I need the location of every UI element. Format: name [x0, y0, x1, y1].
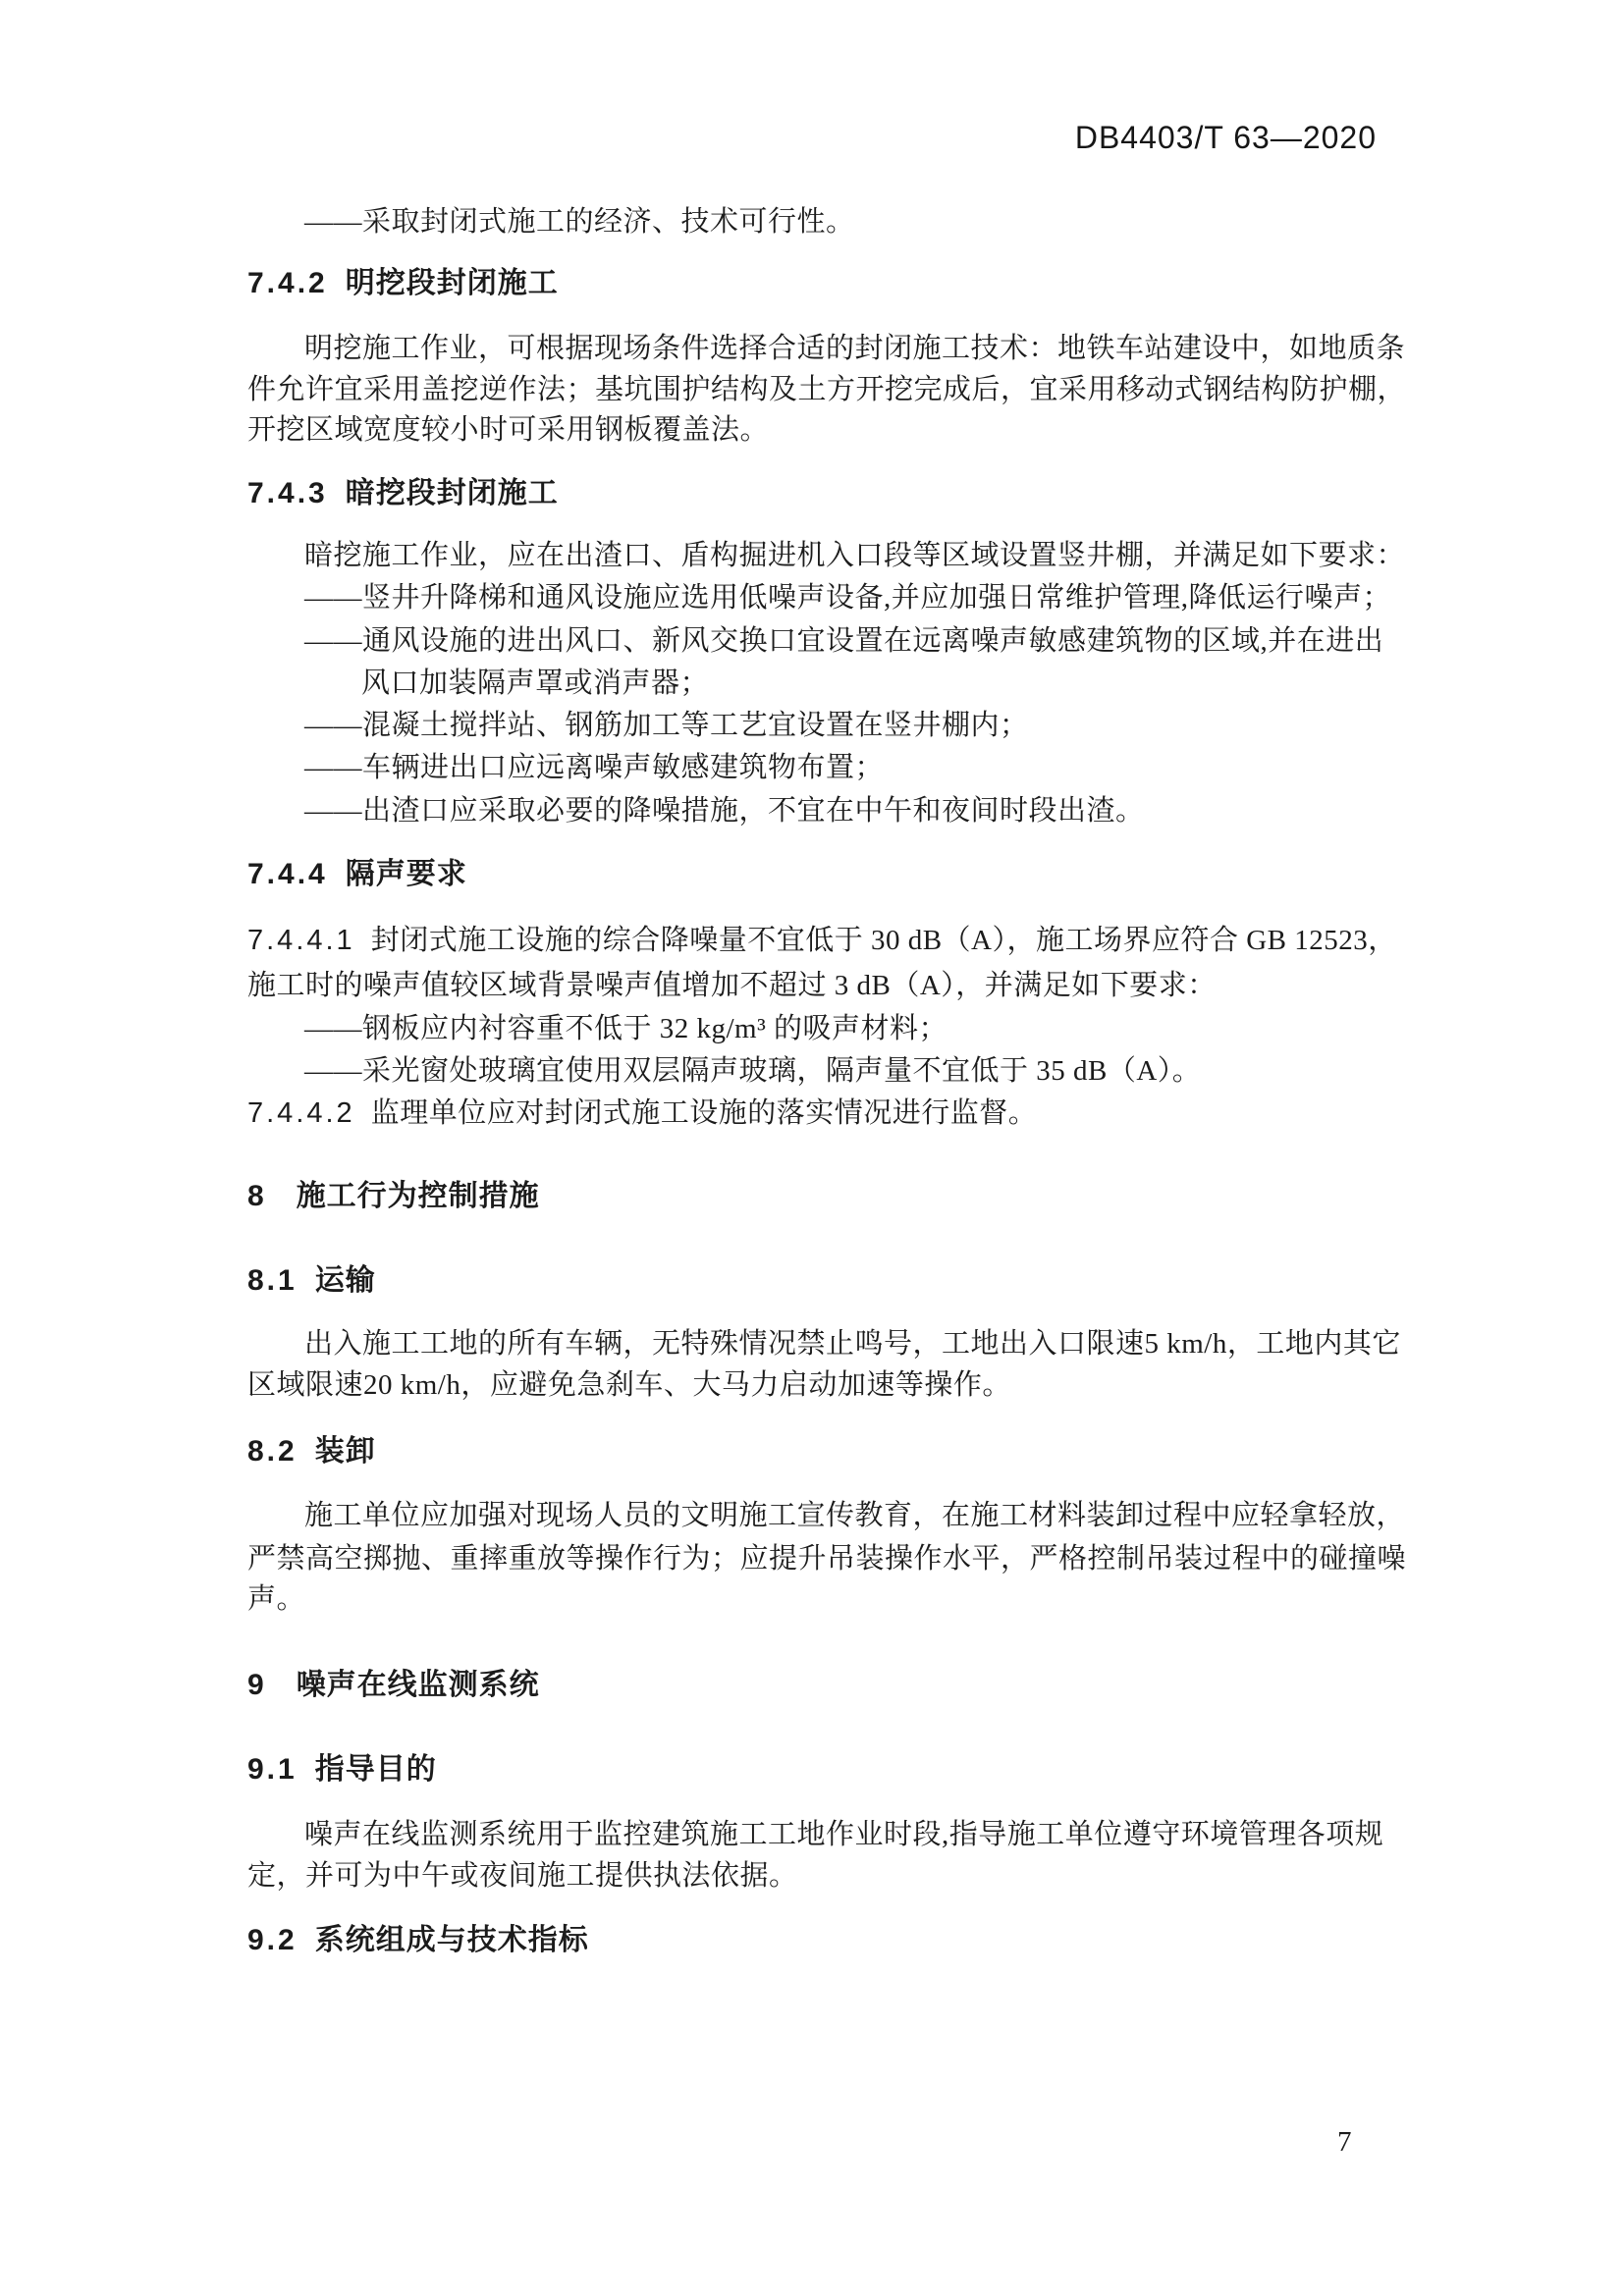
- dash-list-item: ——车辆进出口应远离噪声敏感建筑物布置；: [304, 752, 885, 783]
- heading-number: 9: [247, 1669, 267, 1701]
- section-heading-8-1: [247, 1264, 376, 1299]
- heading-number: 8.1: [247, 1264, 298, 1297]
- dash-list-item: ——混凝土搅拌站、钢筋加工等工艺宜设置在竖井棚内；: [304, 710, 1029, 741]
- section-heading-9-2: [247, 1924, 589, 1958]
- paragraph-line: 出入施工工地的所有车辆，无特殊情况禁止鸣号，工地出入口限速5 km/h，工地内其它: [304, 1328, 1401, 1360]
- page-number: 7: [1337, 2126, 1352, 2158]
- section-heading-7-4-3: [247, 477, 559, 511]
- dash-list-item: ——出渣口应采取必要的降噪措施，不宜在中午和夜间时段出渣。: [304, 795, 1145, 827]
- heading-title: 暗挖段封闭施工: [345, 477, 559, 509]
- paragraph-line: 噪声在线监测系统用于监控建筑施工工地作业时段,指导施工单位遵守环境管理各项规: [304, 1819, 1384, 1850]
- heading-title: 指导目的: [314, 1753, 437, 1786]
- paragraph-line: 暗挖施工作业，应在出渣口、盾构掘进机入口段等区域设置竖井棚，并满足如下要求：: [304, 540, 1406, 571]
- clause-number: 7.4.4.2: [247, 1097, 355, 1129]
- clause-7-4-4-1: [247, 925, 1397, 957]
- standard-code-header: DB4403/T 63—2020: [1074, 120, 1377, 155]
- dash-list-item: ——通风设施的进出风口、新风交换口宜设置在远离噪声敏感建筑物的区域,并在进出: [304, 625, 1384, 657]
- dash-list-item-cont: 风口加装隔声罩或消声器；: [361, 667, 710, 699]
- dash-list-item: ——钢板应内衬容重不低于 32 kg/m³ 的吸声材料；: [304, 1013, 948, 1044]
- heading-title: 隔声要求: [345, 858, 467, 890]
- paragraph-line: 施工单位应加强对现场人员的文明施工宣传教育，在施工材料装卸过程中应轻拿轻放，: [304, 1500, 1406, 1531]
- heading-number: 7.4.2: [247, 267, 328, 299]
- heading-number: 8.2: [247, 1435, 298, 1468]
- paragraph-line: 区域限速20 km/h，应避免急刹车、大马力启动加速等操作。: [247, 1369, 1011, 1401]
- chapter-heading-8: [247, 1180, 540, 1214]
- paragraph-line: 施工时的噪声值较区域背景噪声值增加不超过 3 dB（A），并满足如下要求：: [247, 970, 1217, 1001]
- paragraph-line: 开挖区域宽度较小时可采用钢板覆盖法。: [247, 414, 770, 446]
- section-heading-7-4-2: [247, 267, 559, 301]
- heading-title: 装卸: [314, 1435, 376, 1468]
- section-heading-8-2: [247, 1435, 376, 1469]
- section-heading-9-1: [247, 1753, 437, 1788]
- dash-list-item: ——采光窗处玻璃宜使用双层隔声玻璃，隔声量不宜低于 35 dB（A）。: [304, 1055, 1202, 1087]
- heading-number: 8: [247, 1180, 267, 1212]
- clause-text: 封闭式施工设施的综合降噪量不宜低于 30 dB（A），施工场界应符合 GB 12523，: [370, 925, 1397, 956]
- paragraph-line: 声。: [247, 1583, 306, 1615]
- paragraph-line: 定，并可为中午或夜间施工提供执法依据。: [247, 1860, 798, 1892]
- dash-list-item: ——竖井升降梯和通风设施应选用低噪声设备,并应加强日常维护管理,降低运行噪声；: [304, 582, 1392, 614]
- dash-list-item: ——采取封闭式施工的经济、技术可行性。: [304, 206, 855, 238]
- heading-number: 9.2: [247, 1924, 298, 1956]
- clause-7-4-4-2: [247, 1097, 1037, 1130]
- clause-number: 7.4.4.1: [247, 925, 355, 956]
- heading-title: 运输: [314, 1264, 376, 1297]
- heading-title: 施工行为控制措施: [296, 1180, 540, 1212]
- heading-title: 噪声在线监测系统: [296, 1669, 540, 1701]
- heading-number: 7.4.3: [247, 477, 328, 509]
- paragraph-line: 件允许宜采用盖挖逆作法；基坑围护结构及土方开挖完成后，宜采用移动式钢结构防护棚，: [247, 374, 1407, 405]
- heading-title: 系统组成与技术指标: [314, 1924, 589, 1956]
- clause-text: 监理单位应对封闭式施工设施的落实情况进行监督。: [370, 1097, 1038, 1129]
- paragraph-line: 明挖施工作业，可根据现场条件选择合适的封闭施工技术：地铁车站建设中，如地质条: [304, 333, 1406, 364]
- heading-title: 明挖段封闭施工: [345, 267, 559, 299]
- paragraph-line: 严禁高空掷抛、重摔重放等操作行为；应提升吊装操作水平，严格控制吊装过程中的碰撞噪: [247, 1543, 1407, 1575]
- section-heading-7-4-4: [247, 858, 467, 892]
- chapter-heading-9: [247, 1669, 540, 1703]
- heading-number: 9.1: [247, 1753, 298, 1786]
- heading-number: 7.4.4: [247, 858, 328, 890]
